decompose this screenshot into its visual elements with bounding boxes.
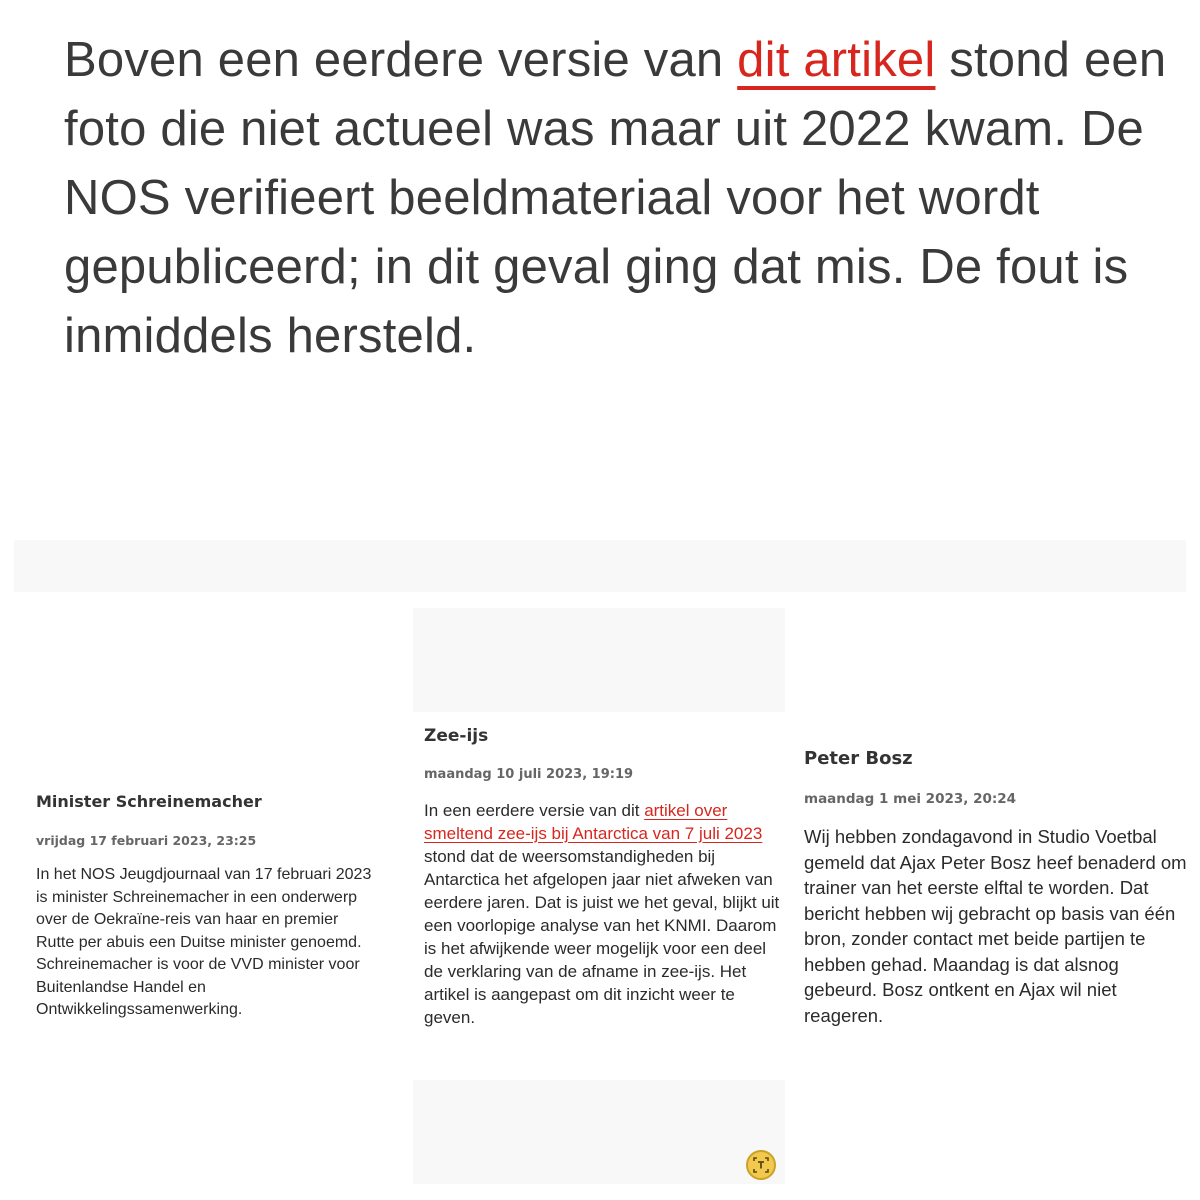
correction-body-start: In een eerdere versie van dit: [424, 801, 645, 820]
text-recognition-glyph: [752, 1156, 770, 1174]
correction-peter-bosz: [804, 748, 1189, 1028]
correction-body: [424, 799, 786, 1029]
text-recognition-icon[interactable]: [746, 1150, 776, 1180]
top-correction-text-start: Boven een eerdere versie van: [64, 33, 738, 87]
placeholder-block-bottom: [413, 1080, 785, 1184]
top-correction-text: [64, 26, 1184, 371]
separator-band: [14, 540, 1186, 592]
correction-body-end: stond dat de weersomstandigheden bij Antarctica het afgelopen jaar niet afweken van eerdere jaren. Dat is juist we het geval, blijkt uit een voorlopige analyse van het KNMI. Daarom is het afwijkende weer mogelijk voor een deel de verklaring van de afname in zee-ijs. Het artikel is aangepast om dit inzicht weer te geven.: [424, 847, 780, 1027]
article-link[interactable]: dit artikel: [737, 33, 936, 87]
correction-date: maandag 10 juli 2023, 19:19: [424, 767, 634, 782]
correction-title: Minister Schreinemacher: [36, 792, 262, 811]
correction-body: In het NOS Jeugdjournaal van 17 februari 2023 is minister Schreinemacher in een onderwerp over de Oekraïne-reis van haar en premier Rutte per abuis een Duitse minister genoemd. Schreinemacher is voor de VVD minister voor Buitenlandse Handel en Ontwikkelingssamenwerking.: [36, 866, 372, 1018]
correction-date: vrijdag 17 februari 2023, 23:25: [36, 833, 257, 848]
correction-title: Zee-ijs: [424, 726, 489, 746]
correction-body: Wij hebben zondagavond in Studio Voetbal gemeld dat Ajax Peter Bosz heef benaderd om trainer van het eerste elftal te worden. Dat bericht hebben wij gebracht op basis van één bron, zonder contact met beide partijen te hebben gehad. Maandag is dat alsnog gebeurd. Bosz ontkent en Ajax wil niet reageren.: [804, 826, 1187, 1026]
zee-ijs-article-link[interactable]: artikel over smeltend zee-ijs bij Antarctica van 7 juli 2023: [424, 801, 763, 843]
correction-date: maandag 1 mei 2023, 20:24: [804, 791, 1017, 807]
placeholder-block-top: [413, 608, 785, 712]
top-correction-text-end: stond een foto die niet actueel was maar uit 2022 kwam. De NOS verifieert beeldmateriaal voor het wordt gepubliceerd; in dit geval ging dat mis. De fout is inmiddels hersteld.: [64, 33, 1167, 363]
correction-zee-ijs: [424, 726, 786, 1029]
top-correction-panel: [0, 0, 1200, 540]
correction-title: Peter Bosz: [804, 748, 913, 769]
correction-schreinemacher: [36, 792, 381, 1022]
